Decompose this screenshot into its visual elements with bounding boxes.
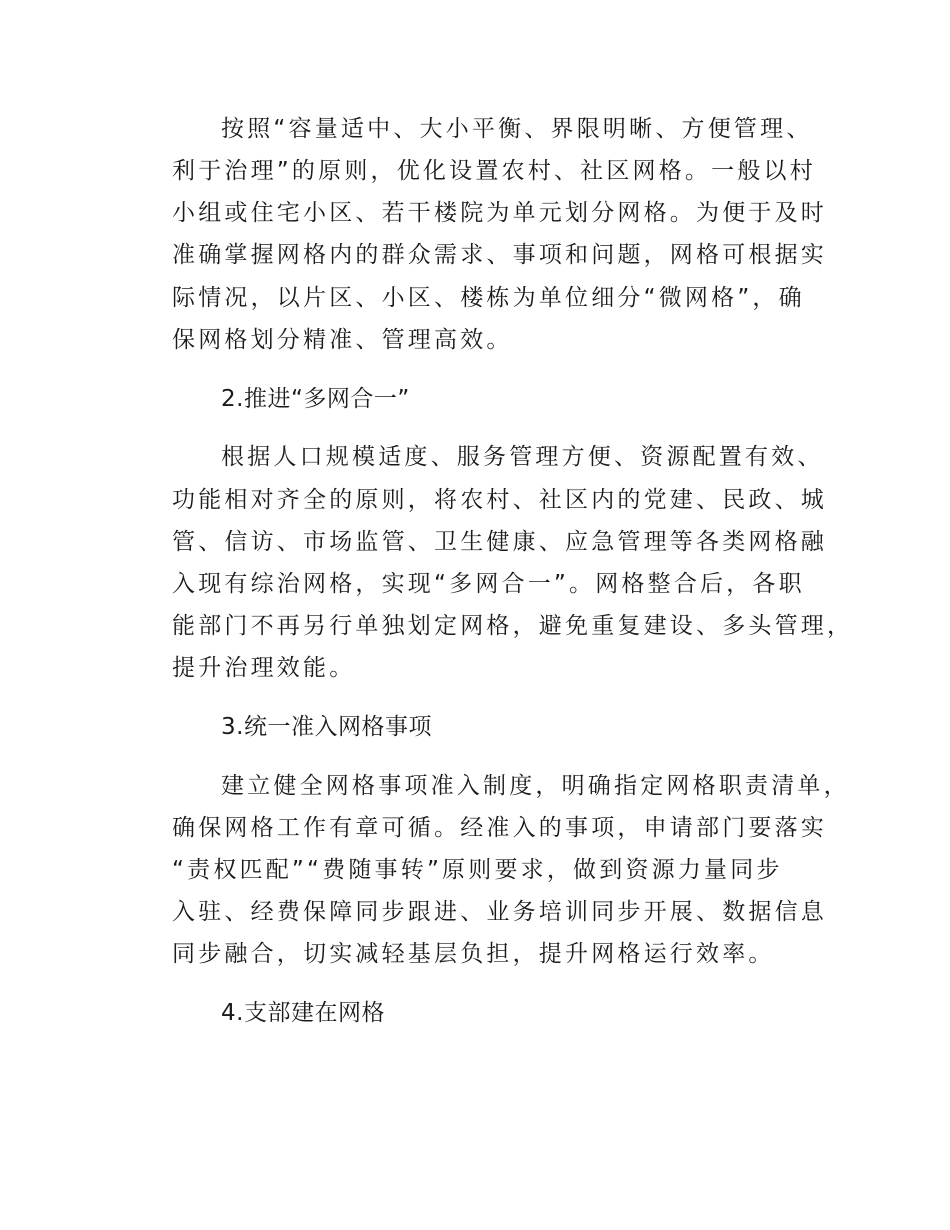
paragraph-line: 小组或住宅小区、若干楼院为单元划分网格。为便于及时 <box>172 200 827 226</box>
paragraph-line: 入驻、经费保障同步跟进、业务培训同步开展、数据信息 <box>172 899 827 925</box>
paragraph-line: 按照“容量适中、大小平衡、界限明晰、方便管理、 <box>221 116 813 142</box>
paragraph-line: 保网格划分精准、管理高效。 <box>172 327 513 353</box>
paragraph-line: 入现有综治网格，实现“多网合一”。网格整合后，各职 <box>172 571 805 597</box>
paragraph-line: 准确掌握网格内的群众需求、事项和问题，网格可根据实 <box>172 242 827 268</box>
paragraph-line: 功能相对齐全的原则，将农村、社区内的党建、民政、城 <box>172 487 827 513</box>
paragraph-line: 根据人口规模适度、服务管理方便、资源配置有效、 <box>221 444 824 470</box>
paragraph-line: 提升治理效能。 <box>172 655 356 681</box>
paragraph-line: 建立健全网格事项准入制度，明确指定网格职责清单， <box>221 773 850 799</box>
section-heading: 2.推进“多网合一” <box>221 386 410 412</box>
section-heading: 3.统一准入网格事项 <box>221 714 432 740</box>
paragraph-line: “责权匹配”“费随事转”原则要求，做到资源力量同步 <box>172 857 783 883</box>
paragraph-line: 确保网格工作有章可循。经准入的事项，申请部门要落实 <box>172 815 827 841</box>
section-heading: 4.支部建在网格 <box>221 1000 385 1026</box>
paragraph-line: 际情况，以片区、小区、楼栋为单位细分“微网格”，确 <box>172 285 805 311</box>
paragraph-line: 管、信访、市场监管、卫生健康、应急管理等各类网格融 <box>172 529 827 555</box>
paragraph-line: 同步融合，切实减轻基层负担，提升网格运行效率。 <box>172 941 775 967</box>
paragraph-line: 利于治理”的原则，优化设置农村、社区网格。一般以村 <box>172 158 816 184</box>
paragraph-line: 能部门不再另行单独划定网格，避免重复建设、多头管理， <box>172 613 854 639</box>
